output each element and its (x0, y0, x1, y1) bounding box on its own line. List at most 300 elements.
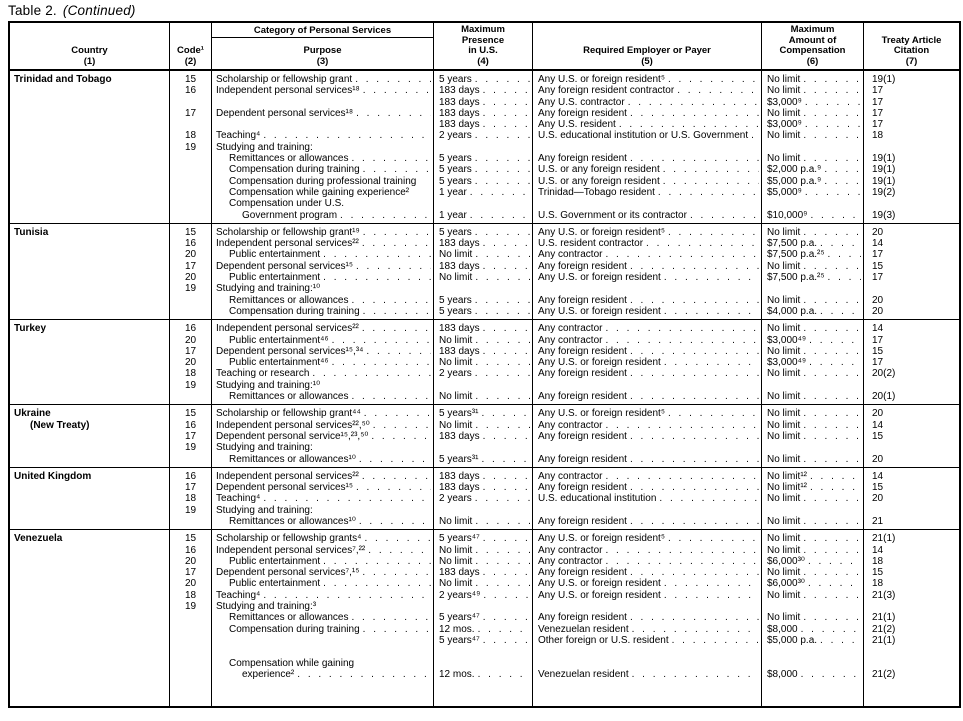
dot-leader (810, 471, 861, 482)
citation-cell: 20(2) (872, 368, 896, 380)
table-body (10, 71, 959, 706)
purpose-cell (212, 635, 433, 646)
employer-cell: Any U.S. or foreign resident . . . (533, 357, 761, 368)
amount-cell: No limit . . . (762, 108, 863, 119)
dot-leader (475, 306, 530, 317)
employer-cell: Any contractor . . . (533, 471, 761, 482)
dot-leader (362, 323, 431, 334)
dot-leader (824, 164, 861, 175)
purpose-cell: Dependent personal services¹⁵ . . . (212, 261, 433, 272)
amount-cell: $3,000⁹ . . . (762, 119, 863, 130)
dot-leader (483, 108, 530, 119)
purpose-cell: Studying and training: (216, 504, 313, 516)
purpose-cell: Compensation under U.S. (229, 198, 345, 210)
citation-cell: 21(1) (872, 634, 896, 646)
dot-leader (805, 119, 861, 130)
dot-leader (352, 153, 432, 164)
employer-cell: Any foreign resident . . . (533, 153, 761, 164)
purpose-cell: Independent personal services¹⁸ . . . (212, 85, 433, 96)
employer-cell: Any foreign resident . . . (533, 454, 761, 465)
dot-leader (340, 210, 431, 221)
code-cell: 16 (184, 544, 197, 556)
code-column (170, 224, 212, 319)
code-cell: 20 (184, 272, 197, 284)
amount-column (762, 320, 864, 404)
country-name: Trinidad and Tobago (14, 74, 112, 85)
amount-cell: $5,000⁹ . . . (762, 187, 863, 198)
dot-leader (483, 346, 530, 357)
employer-cell: Any contractor . . . (533, 335, 761, 346)
code-column (170, 320, 212, 404)
code-cell: 19 (184, 504, 197, 516)
presence-cell: 5 years³¹ . . . (434, 408, 532, 419)
dot-leader (359, 516, 431, 527)
code-cell (170, 646, 211, 657)
dot-leader (312, 368, 431, 379)
country-name: Venezuela (14, 533, 63, 545)
purpose-cell: Government program . . . (212, 210, 433, 221)
code-cell: 20 (184, 357, 197, 369)
purpose-cell: Public entertainment . . . (212, 249, 433, 260)
amount-cell: $5,000 p.a.⁹ . . . (762, 176, 863, 187)
code-cell (170, 153, 211, 164)
dot-leader (483, 119, 530, 130)
amount-cell: No limit . . . (762, 227, 863, 238)
citation-cell: 21(1) (872, 612, 896, 624)
employer-cell: U.S. or any foreign resident . . . (533, 176, 761, 187)
dot-leader (668, 74, 759, 85)
amount-column (762, 405, 864, 466)
code-cell: 17 (184, 260, 197, 272)
employer-cell: U.S. Government or its contractor . . . (533, 210, 761, 221)
purpose-cell: Scholarship or fellowship grant . . . (212, 74, 433, 85)
purpose-cell: Studying and training:³ (216, 601, 317, 613)
amount-cell: No limit . . . (762, 545, 863, 556)
employer-cell (533, 283, 761, 294)
col-header-code: Code¹ (2) (170, 23, 212, 69)
code-column (170, 71, 212, 223)
purpose-cell: Dependent personal services¹⁸ . . . (212, 108, 433, 119)
dot-leader (475, 335, 530, 346)
citation-cell (864, 198, 959, 209)
dot-leader (475, 295, 530, 306)
citation-cell: 18 (872, 555, 884, 567)
country-block (10, 404, 959, 466)
dot-leader (803, 454, 861, 465)
citation-cell: 21(1) (872, 533, 896, 545)
presence-column (434, 468, 533, 529)
dot-leader (803, 590, 861, 601)
amount-cell: No limit . . . (762, 516, 863, 527)
presence-cell (434, 142, 532, 153)
dot-leader (362, 567, 431, 578)
dot-leader (605, 249, 759, 260)
dot-leader (801, 624, 861, 635)
citation-cell: 15 (872, 430, 884, 442)
employer-cell: Any foreign resident . . . (533, 391, 761, 402)
dot-leader (630, 153, 759, 164)
page-title (8, 3, 136, 18)
employer-cell (533, 601, 761, 612)
code-cell: 19 (184, 141, 197, 153)
citation-cell: 17 (872, 119, 884, 131)
presence-cell: 183 days . . . (434, 85, 532, 96)
citation-cell (864, 505, 959, 516)
citation-cell: 20 (872, 294, 884, 306)
dot-leader (664, 590, 759, 601)
employer-column (533, 405, 762, 466)
purpose-cell: Studying and training: (216, 442, 313, 454)
dot-leader (475, 516, 530, 527)
code-cell: 17 (184, 482, 197, 494)
dot-leader (483, 482, 530, 493)
purpose-cell: Dependent personal service¹⁵,²³,⁵⁰ . . . (212, 431, 433, 442)
purpose-cell: Scholarship or fellowship grant¹⁹ . . . (212, 227, 433, 238)
dot-leader (803, 153, 861, 164)
code-cell: 17 (184, 345, 197, 357)
dot-leader (371, 431, 431, 442)
purpose-cell: Remittances or allowances . . . (212, 612, 433, 623)
col-header-citation: Treaty Article Citation (7) (881, 34, 942, 67)
presence-cell: 1 year . . . (434, 187, 532, 198)
citation-cell: 17 (872, 107, 884, 119)
dot-leader (690, 210, 759, 221)
presence-cell: No limit . . . (434, 578, 532, 589)
dot-leader (263, 590, 431, 601)
dot-leader (478, 624, 530, 635)
purpose-cell: Teaching⁴ . . . (212, 590, 433, 601)
purpose-column (212, 405, 434, 466)
presence-cell: 5 years³¹ . . . (434, 454, 532, 465)
dot-leader (475, 130, 530, 141)
citation-cell (864, 380, 959, 391)
code-cell: 16 (184, 419, 197, 431)
purpose-cell: Independent personal services²² . . . (212, 471, 433, 482)
citation-cell: 18 (872, 130, 884, 142)
citation-cell: 14 (872, 470, 884, 482)
code-cell (170, 210, 211, 221)
purpose-column (212, 468, 434, 529)
citation-cell: 14 (872, 238, 884, 250)
dot-leader (632, 669, 759, 680)
dot-leader (475, 545, 530, 556)
dot-leader (352, 612, 432, 623)
amount-cell: No limit . . . (762, 493, 863, 504)
code-cell (170, 306, 211, 317)
employer-column (533, 320, 762, 404)
purpose-cell: Scholarship or fellowship grant⁴⁴ . . . (212, 408, 433, 419)
dot-leader (808, 556, 861, 567)
dot-leader (803, 74, 861, 85)
amount-cell (762, 601, 863, 612)
employer-cell: Any U.S. or foreign resident . . . (533, 272, 761, 283)
employer-cell: U.S. educational institution or U.S. Government . . . (533, 130, 761, 141)
employer-cell: Venezuelan resident . . . (533, 669, 761, 680)
dot-leader (630, 612, 759, 623)
employer-column (533, 530, 762, 706)
amount-cell: No limit . . . (762, 74, 863, 85)
purpose-cell: Independent personal services⁷,²² . . . (212, 545, 433, 556)
citation-cell (864, 601, 959, 612)
dot-leader (820, 238, 861, 249)
purpose-cell: experience² . . . (212, 669, 433, 680)
presence-cell: 183 days . . . (434, 567, 532, 578)
presence-column (434, 530, 533, 706)
purpose-column (212, 320, 434, 404)
code-cell (170, 187, 211, 198)
dot-leader (628, 97, 759, 108)
country-block (10, 71, 959, 223)
dot-leader (483, 567, 530, 578)
country-block (10, 319, 959, 404)
amount-cell: $5,000 p.a. . . . (762, 635, 863, 646)
dot-leader (475, 227, 530, 238)
code-cell: 17 (184, 567, 197, 579)
code-cell: 19 (184, 601, 197, 613)
citation-cell: 19(1) (872, 164, 896, 176)
country-cell (10, 468, 170, 529)
dot-leader (808, 578, 861, 589)
code-cell (170, 516, 211, 527)
citation-cell (864, 442, 959, 453)
purpose-cell: Public entertainment⁴⁶ . . . (212, 335, 433, 346)
employer-cell: Any U.S. contractor . . . (533, 97, 761, 108)
dot-leader (483, 533, 530, 544)
dot-leader (483, 471, 530, 482)
amount-cell: $8,000 . . . (762, 624, 863, 635)
employer-cell: Any contractor . . . (533, 556, 761, 567)
citation-cell (864, 646, 959, 657)
country-name: Tunisia (14, 226, 49, 238)
amount-cell: $10,000⁹ . . . (762, 210, 863, 221)
amount-cell: No limit . . . (762, 612, 863, 623)
dot-leader (470, 187, 530, 198)
col-header-country: Country (1) (10, 23, 170, 69)
dot-leader (483, 261, 530, 272)
dot-leader (323, 556, 431, 567)
dot-leader (605, 556, 759, 567)
dot-leader (352, 295, 432, 306)
dot-leader (364, 533, 431, 544)
code-cell: 20 (184, 334, 197, 346)
employer-cell: Any U.S. or foreign resident⁵ . . . (533, 227, 761, 238)
dot-leader (805, 97, 861, 108)
code-cell: 20 (184, 555, 197, 567)
code-cell: 18 (184, 368, 197, 380)
employer-cell: Any contractor . . . (533, 545, 761, 556)
purpose-cell: Studying and training:¹⁰ (216, 379, 321, 391)
presence-cell (434, 505, 532, 516)
presence-cell: 183 days . . . (434, 238, 532, 249)
dot-leader (363, 227, 431, 238)
code-cell: 18 (184, 130, 197, 142)
amount-cell (762, 505, 863, 516)
dot-leader (824, 176, 861, 187)
purpose-cell: Dependent personal services⁷,¹⁵ . . . (212, 567, 433, 578)
dot-leader (297, 669, 431, 680)
amount-cell (762, 198, 863, 209)
presence-cell: 183 days . . . (434, 482, 532, 493)
employer-cell: Venezuelan resident . . . (533, 624, 761, 635)
dot-leader (483, 85, 530, 96)
dot-leader (263, 493, 431, 504)
dot-leader (828, 249, 861, 260)
dot-leader (366, 346, 431, 357)
presence-cell: 5 years . . . (434, 306, 532, 317)
employer-cell: Any U.S. or foreign resident⁵ . . . (533, 533, 761, 544)
dot-leader (803, 516, 861, 527)
dot-leader (809, 357, 861, 368)
dot-leader (332, 357, 431, 368)
dot-leader (483, 238, 530, 249)
citation-cell (864, 658, 959, 669)
amount-cell: No limit . . . (762, 130, 863, 141)
code-cell: 16 (184, 470, 197, 482)
dot-leader (475, 368, 530, 379)
presence-cell: No limit . . . (434, 335, 532, 346)
dot-leader (803, 85, 861, 96)
citation-cell: 20 (872, 453, 884, 465)
dot-leader (356, 261, 431, 272)
dot-leader (483, 323, 530, 334)
employer-cell: Any foreign resident . . . (533, 295, 761, 306)
country-name: Ukraine (14, 408, 51, 420)
dot-leader (630, 346, 759, 357)
presence-cell: 183 days . . . (434, 323, 532, 334)
amount-cell: No limit . . . (762, 431, 863, 442)
employer-cell: Trinidad—Tobago resident . . . (533, 187, 761, 198)
dot-leader (803, 368, 861, 379)
code-cell (170, 164, 211, 175)
dot-leader (820, 635, 861, 646)
code-cell (170, 97, 211, 108)
dot-leader (630, 454, 759, 465)
dot-leader (803, 391, 861, 402)
citation-column (864, 468, 959, 529)
purpose-column (212, 71, 434, 223)
col-header-purpose: Category of Personal Services Purpose (3) (212, 23, 434, 69)
dot-leader (803, 408, 861, 419)
code-column (170, 405, 212, 466)
presence-cell: 5 years . . . (434, 295, 532, 306)
purpose-cell: Remittances or allowances¹⁰ . . . (212, 516, 433, 527)
dot-leader (803, 227, 861, 238)
presence-column (434, 405, 533, 466)
purpose-cell: Compensation while gaining experience² (229, 186, 410, 198)
code-cell: 15 (184, 533, 197, 545)
dot-leader (481, 408, 530, 419)
amount-cell: No limit¹² . . . (762, 482, 863, 493)
country-name: Turkey (14, 323, 47, 335)
dot-leader (630, 368, 759, 379)
employer-cell: U.S. resident contractor . . . (533, 238, 761, 249)
purpose-cell: Remittances or allowances . . . (212, 391, 433, 402)
dot-leader (323, 578, 431, 589)
dot-leader (803, 261, 861, 272)
employer-cell: U.S. or any foreign resident . . . (533, 164, 761, 175)
dot-leader (630, 391, 759, 402)
presence-cell: 5 years . . . (434, 74, 532, 85)
amount-cell: $3,000⁴⁹ . . . (762, 357, 863, 368)
code-cell: 20 (184, 578, 197, 590)
dot-leader (664, 578, 759, 589)
purpose-cell: Teaching or research . . . (212, 368, 433, 379)
dot-leader (475, 74, 530, 85)
citation-cell: 20 (872, 305, 884, 317)
table-continued-label: (Continued) (62, 3, 136, 18)
table-header-row (10, 23, 959, 71)
dot-leader (803, 493, 861, 504)
purpose-cell: Compensation during professional training (229, 175, 417, 187)
dot-leader (483, 635, 530, 646)
employer-cell: Any foreign resident . . . (533, 368, 761, 379)
purpose-cell: Remittances or allowances . . . (212, 295, 433, 306)
presence-cell: 5 years . . . (434, 164, 532, 175)
citation-column (864, 71, 959, 223)
purpose-cell: Public entertainment . . . (212, 578, 433, 589)
employer-cell (533, 505, 761, 516)
dot-leader (803, 612, 861, 623)
presence-cell (434, 198, 532, 209)
dot-leader (664, 306, 759, 317)
code-cell (170, 391, 211, 402)
table-number: Table 2. (8, 3, 57, 18)
code-cell (170, 176, 211, 187)
code-cell (170, 669, 211, 680)
presence-cell (434, 442, 532, 453)
dot-leader (664, 357, 759, 368)
citation-cell: 17 (872, 334, 884, 346)
presence-cell: 183 days . . . (434, 108, 532, 119)
presence-cell: 183 days . . . (434, 119, 532, 130)
presence-cell: No limit . . . (434, 357, 532, 368)
purpose-cell: Independent personal services²² . . . (212, 323, 433, 334)
citation-cell: 20 (872, 493, 884, 505)
citation-cell (864, 142, 959, 153)
citation-cell: 19(2) (872, 186, 896, 198)
citation-cell: 14 (872, 544, 884, 556)
citation-cell: 20 (872, 408, 884, 420)
country-cell (10, 224, 170, 319)
dot-leader (362, 238, 431, 249)
country-block (10, 223, 959, 319)
citation-cell: 17 (872, 357, 884, 369)
dot-leader (668, 533, 759, 544)
dot-leader (803, 346, 861, 357)
purpose-cell: Public entertainment . . . (212, 272, 433, 283)
employer-cell: Any contractor . . . (533, 420, 761, 431)
dot-leader (605, 335, 759, 346)
amount-cell: $6,000³⁰ . . . (762, 556, 863, 567)
employer-cell: U.S. educational institution . . . (533, 493, 761, 504)
amount-cell: No limit¹² . . . (762, 471, 863, 482)
amount-cell (762, 283, 863, 294)
purpose-cell: Independent personal services²² . . . (212, 238, 433, 249)
dot-leader (475, 176, 530, 187)
code-cell: 16 (184, 238, 197, 250)
dot-leader (803, 567, 861, 578)
presence-cell: No limit . . . (434, 272, 532, 283)
country-block (10, 467, 959, 529)
dot-leader (632, 624, 759, 635)
amount-column (762, 468, 864, 529)
purpose-cell: Dependent personal services¹⁵ . . . (212, 482, 433, 493)
purpose-cell: Compensation during training . . . (212, 624, 433, 635)
amount-cell: No limit . . . (762, 153, 863, 164)
presence-cell: 12 mos. . . . (434, 624, 532, 635)
citation-cell: 21(2) (872, 668, 896, 680)
amount-cell: No limit . . . (762, 533, 863, 544)
